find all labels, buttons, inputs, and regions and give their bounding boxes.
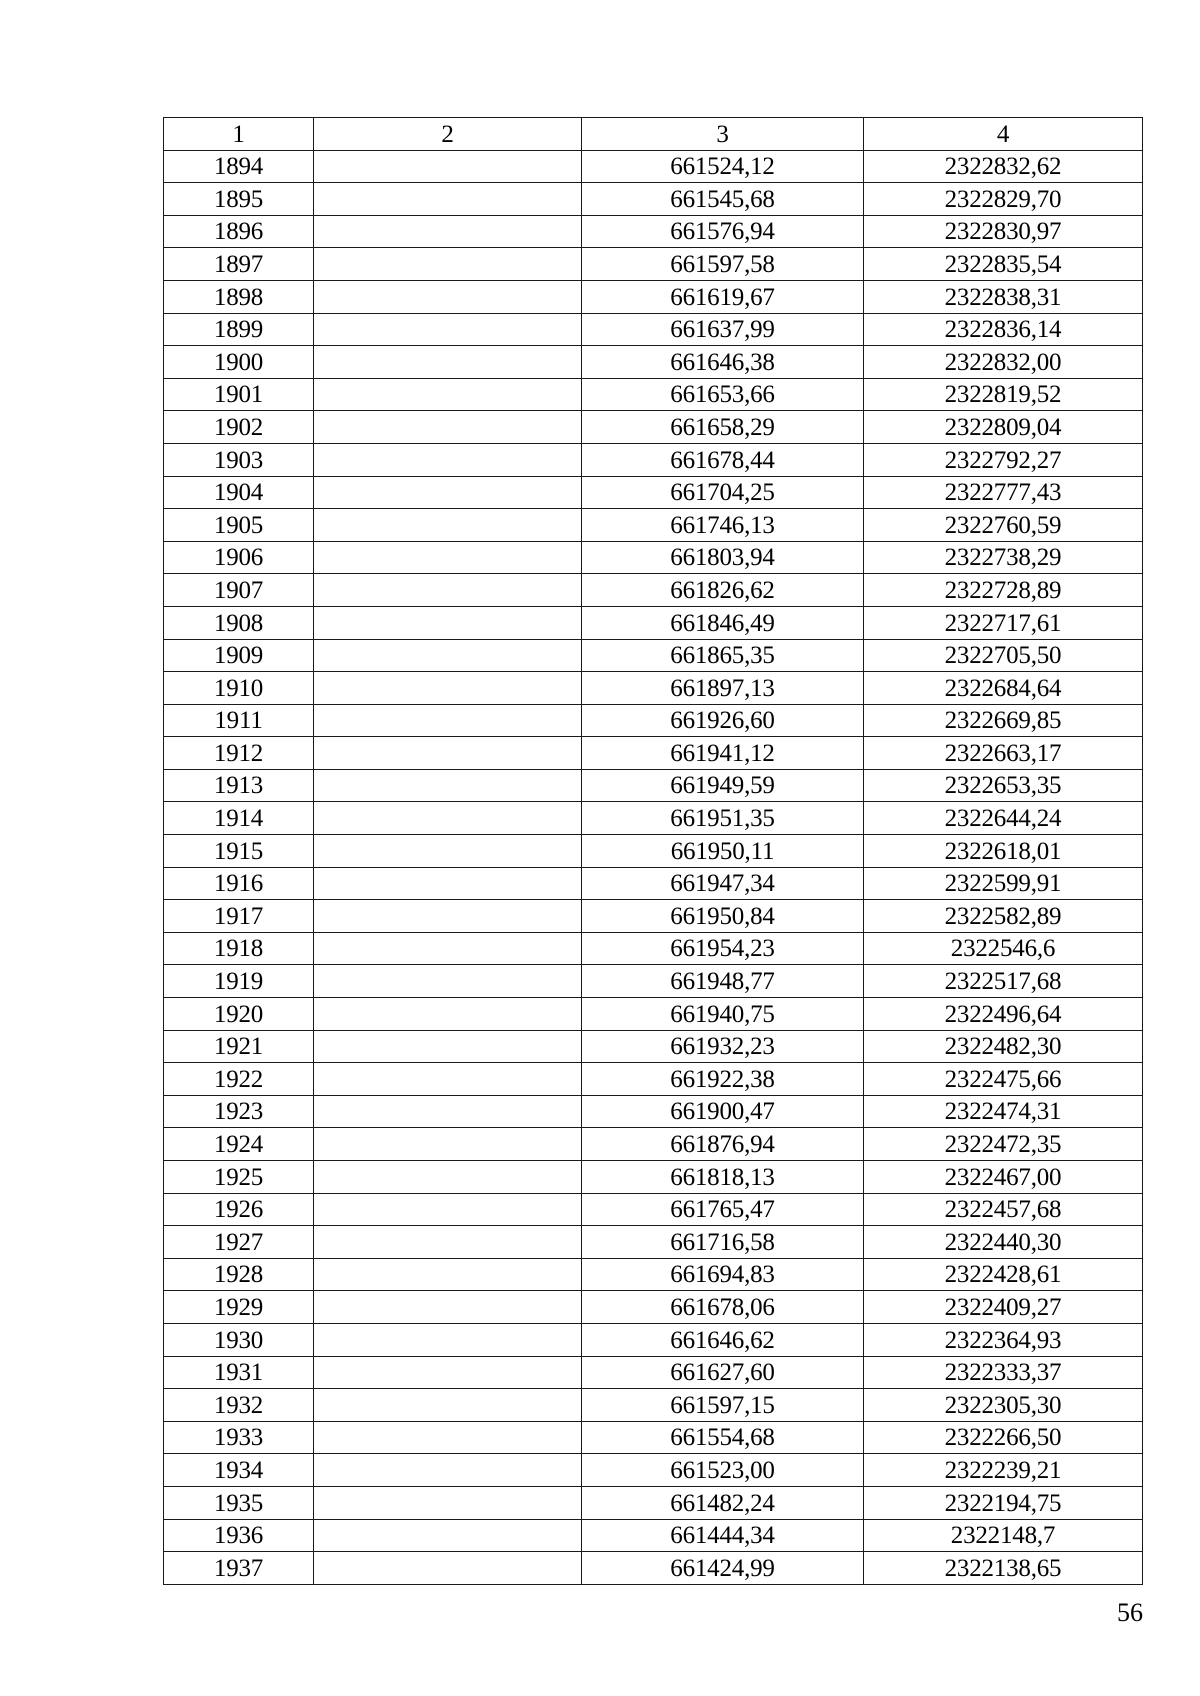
point-number-cell: 1912 [164, 737, 314, 770]
x-coordinate-cell: 661940,75 [582, 998, 864, 1031]
y-coordinate-cell: 2322663,17 [864, 737, 1143, 770]
table-row [164, 835, 1143, 868]
y-coordinate-cell: 2322832,00 [864, 346, 1143, 379]
point-number-cell: 1928 [164, 1258, 314, 1291]
x-coordinate-cell: 661897,13 [582, 672, 864, 705]
x-coordinate-cell: 661746,13 [582, 509, 864, 542]
table-row [164, 606, 1143, 639]
table-row [164, 183, 1143, 216]
x-coordinate-cell: 661803,94 [582, 541, 864, 574]
y-coordinate-cell: 2322472,35 [864, 1128, 1143, 1161]
header-cell-2: 2 [314, 118, 582, 151]
blank-cell [314, 1421, 582, 1454]
blank-cell [314, 1128, 582, 1161]
x-coordinate-cell: 661941,12 [582, 737, 864, 770]
table-row [164, 900, 1143, 933]
table-row [164, 1128, 1143, 1161]
table-row [164, 1193, 1143, 1226]
y-coordinate-cell: 2322792,27 [864, 443, 1143, 476]
x-coordinate-cell: 661865,35 [582, 639, 864, 672]
point-number-cell: 1933 [164, 1421, 314, 1454]
table-row [164, 1095, 1143, 1128]
table-row [164, 802, 1143, 835]
y-coordinate-cell: 2322728,89 [864, 574, 1143, 607]
x-coordinate-cell: 661524,12 [582, 150, 864, 183]
x-coordinate-cell: 661949,59 [582, 769, 864, 802]
table-row [164, 574, 1143, 607]
y-coordinate-cell: 2322599,91 [864, 867, 1143, 900]
table-row [164, 1421, 1143, 1454]
table-row [164, 443, 1143, 476]
y-coordinate-cell: 2322148,7 [864, 1519, 1143, 1552]
y-coordinate-cell: 2322830,97 [864, 215, 1143, 248]
point-number-cell: 1907 [164, 574, 314, 607]
y-coordinate-cell: 2322409,27 [864, 1291, 1143, 1324]
table-row [164, 1258, 1143, 1291]
blank-cell [314, 1519, 582, 1552]
y-coordinate-cell: 2322138,65 [864, 1552, 1143, 1585]
y-coordinate-cell: 2322333,37 [864, 1356, 1143, 1389]
y-coordinate-cell: 2322582,89 [864, 900, 1143, 933]
point-number-cell: 1920 [164, 998, 314, 1031]
blank-cell [314, 280, 582, 313]
blank-cell [314, 248, 582, 281]
x-coordinate-cell: 661950,11 [582, 835, 864, 868]
x-coordinate-cell: 661932,23 [582, 1030, 864, 1063]
point-number-cell: 1909 [164, 639, 314, 672]
x-coordinate-cell: 661554,68 [582, 1421, 864, 1454]
y-coordinate-cell: 2322819,52 [864, 378, 1143, 411]
table-row [164, 476, 1143, 509]
x-coordinate-cell: 661619,67 [582, 280, 864, 313]
point-number-cell: 1930 [164, 1323, 314, 1356]
point-number-cell: 1929 [164, 1291, 314, 1324]
y-coordinate-cell: 2322440,30 [864, 1226, 1143, 1259]
table-row [164, 639, 1143, 672]
y-coordinate-cell: 2322239,21 [864, 1454, 1143, 1487]
x-coordinate-cell: 661954,23 [582, 932, 864, 965]
point-number-cell: 1897 [164, 248, 314, 281]
table-row [164, 248, 1143, 281]
x-coordinate-cell: 661523,00 [582, 1454, 864, 1487]
point-number-cell: 1914 [164, 802, 314, 835]
x-coordinate-cell: 661444,34 [582, 1519, 864, 1552]
blank-cell [314, 150, 582, 183]
y-coordinate-cell: 2322838,31 [864, 280, 1143, 313]
header-cell-x: 3 [582, 118, 864, 151]
table-row [164, 1063, 1143, 1096]
y-coordinate-cell: 2322496,64 [864, 998, 1143, 1031]
table-row [164, 1356, 1143, 1389]
point-number-cell: 1905 [164, 509, 314, 542]
blank-cell [314, 1030, 582, 1063]
point-number-cell: 1927 [164, 1226, 314, 1259]
table-row [164, 215, 1143, 248]
x-coordinate-cell: 661716,58 [582, 1226, 864, 1259]
y-coordinate-cell: 2322809,04 [864, 411, 1143, 444]
blank-cell [314, 1258, 582, 1291]
point-number-cell: 1923 [164, 1095, 314, 1128]
table-row [164, 1291, 1143, 1324]
table-row [164, 769, 1143, 802]
y-coordinate-cell: 2322738,29 [864, 541, 1143, 574]
blank-cell [314, 606, 582, 639]
x-coordinate-cell: 661678,44 [582, 443, 864, 476]
blank-cell [314, 183, 582, 216]
blank-cell [314, 900, 582, 933]
point-number-cell: 1898 [164, 280, 314, 313]
x-coordinate-cell: 661653,66 [582, 378, 864, 411]
y-coordinate-cell: 2322517,68 [864, 965, 1143, 998]
blank-cell [314, 541, 582, 574]
point-number-cell: 1910 [164, 672, 314, 705]
blank-cell [314, 346, 582, 379]
y-coordinate-cell: 2322364,93 [864, 1323, 1143, 1356]
table-row [164, 509, 1143, 542]
point-number-cell: 1903 [164, 443, 314, 476]
table-row [164, 1389, 1143, 1422]
x-coordinate-cell: 661948,77 [582, 965, 864, 998]
table-row [164, 932, 1143, 965]
y-coordinate-cell: 2322832,62 [864, 150, 1143, 183]
blank-cell [314, 737, 582, 770]
y-coordinate-cell: 2322705,50 [864, 639, 1143, 672]
blank-cell [314, 1193, 582, 1226]
table-row [164, 1552, 1143, 1585]
point-number-cell: 1913 [164, 769, 314, 802]
blank-cell [314, 411, 582, 444]
point-number-cell: 1894 [164, 150, 314, 183]
blank-cell [314, 1486, 582, 1519]
point-number-cell: 1916 [164, 867, 314, 900]
x-coordinate-cell: 661765,47 [582, 1193, 864, 1226]
table-header-row [164, 118, 1143, 151]
point-number-cell: 1932 [164, 1389, 314, 1422]
x-coordinate-cell: 661627,60 [582, 1356, 864, 1389]
table-row [164, 1226, 1143, 1259]
x-coordinate-cell: 661922,38 [582, 1063, 864, 1096]
x-coordinate-cell: 661646,38 [582, 346, 864, 379]
blank-cell [314, 378, 582, 411]
point-number-cell: 1902 [164, 411, 314, 444]
y-coordinate-cell: 2322474,31 [864, 1095, 1143, 1128]
y-coordinate-cell: 2322684,64 [864, 672, 1143, 705]
table-row [164, 737, 1143, 770]
x-coordinate-cell: 661576,94 [582, 215, 864, 248]
blank-cell [314, 574, 582, 607]
y-coordinate-cell: 2322482,30 [864, 1030, 1143, 1063]
y-coordinate-cell: 2322194,75 [864, 1486, 1143, 1519]
table-row [164, 378, 1143, 411]
y-coordinate-cell: 2322760,59 [864, 509, 1143, 542]
x-coordinate-cell: 661900,47 [582, 1095, 864, 1128]
blank-cell [314, 704, 582, 737]
table-row [164, 1519, 1143, 1552]
y-coordinate-cell: 2322717,61 [864, 606, 1143, 639]
header-cell-y: 4 [864, 118, 1143, 151]
point-number-cell: 1931 [164, 1356, 314, 1389]
table-row [164, 1161, 1143, 1194]
x-coordinate-cell: 661818,13 [582, 1161, 864, 1194]
blank-cell [314, 998, 582, 1031]
x-coordinate-cell: 661926,60 [582, 704, 864, 737]
x-coordinate-cell: 661950,84 [582, 900, 864, 933]
x-coordinate-cell: 661846,49 [582, 606, 864, 639]
y-coordinate-cell: 2322467,00 [864, 1161, 1143, 1194]
blank-cell [314, 835, 582, 868]
blank-cell [314, 1356, 582, 1389]
point-number-cell: 1896 [164, 215, 314, 248]
header-cell-point-number: 1 [164, 118, 314, 151]
blank-cell [314, 932, 582, 965]
blank-cell [314, 639, 582, 672]
blank-cell [314, 1323, 582, 1356]
blank-cell [314, 672, 582, 705]
coordinates-table [163, 117, 1143, 1585]
x-coordinate-cell: 661678,06 [582, 1291, 864, 1324]
blank-cell [314, 313, 582, 346]
blank-cell [314, 802, 582, 835]
x-coordinate-cell: 661826,62 [582, 574, 864, 607]
table-row [164, 411, 1143, 444]
blank-cell [314, 1552, 582, 1585]
blank-cell [314, 1454, 582, 1487]
y-coordinate-cell: 2322618,01 [864, 835, 1143, 868]
x-coordinate-cell: 661482,24 [582, 1486, 864, 1519]
point-number-cell: 1934 [164, 1454, 314, 1487]
blank-cell [314, 867, 582, 900]
table-row [164, 672, 1143, 705]
x-coordinate-cell: 661646,62 [582, 1323, 864, 1356]
table-row [164, 1454, 1143, 1487]
point-number-cell: 1926 [164, 1193, 314, 1226]
point-number-cell: 1895 [164, 183, 314, 216]
table-row [164, 346, 1143, 379]
blank-cell [314, 443, 582, 476]
point-number-cell: 1936 [164, 1519, 314, 1552]
table-row [164, 998, 1143, 1031]
point-number-cell: 1917 [164, 900, 314, 933]
y-coordinate-cell: 2322546,6 [864, 932, 1143, 965]
blank-cell [314, 1389, 582, 1422]
table-row [164, 1030, 1143, 1063]
x-coordinate-cell: 661694,83 [582, 1258, 864, 1291]
x-coordinate-cell: 661951,35 [582, 802, 864, 835]
table-row [164, 704, 1143, 737]
x-coordinate-cell: 661597,58 [582, 248, 864, 281]
point-number-cell: 1935 [164, 1486, 314, 1519]
blank-cell [314, 1291, 582, 1324]
point-number-cell: 1937 [164, 1552, 314, 1585]
x-coordinate-cell: 661658,29 [582, 411, 864, 444]
blank-cell [314, 1063, 582, 1096]
y-coordinate-cell: 2322835,54 [864, 248, 1143, 281]
y-coordinate-cell: 2322305,30 [864, 1389, 1143, 1422]
x-coordinate-cell: 661947,34 [582, 867, 864, 900]
page-number: 56 [1117, 1598, 1143, 1627]
blank-cell [314, 1095, 582, 1128]
point-number-cell: 1904 [164, 476, 314, 509]
x-coordinate-cell: 661597,15 [582, 1389, 864, 1422]
blank-cell [314, 509, 582, 542]
x-coordinate-cell: 661424,99 [582, 1552, 864, 1585]
point-number-cell: 1906 [164, 541, 314, 574]
blank-cell [314, 965, 582, 998]
point-number-cell: 1911 [164, 704, 314, 737]
x-coordinate-cell: 661637,99 [582, 313, 864, 346]
table-row [164, 965, 1143, 998]
point-number-cell: 1924 [164, 1128, 314, 1161]
blank-cell [314, 476, 582, 509]
y-coordinate-cell: 2322457,68 [864, 1193, 1143, 1226]
point-number-cell: 1921 [164, 1030, 314, 1063]
blank-cell [314, 1226, 582, 1259]
point-number-cell: 1925 [164, 1161, 314, 1194]
table-body [164, 118, 1143, 1585]
y-coordinate-cell: 2322836,14 [864, 313, 1143, 346]
table-row [164, 867, 1143, 900]
table-row [164, 280, 1143, 313]
y-coordinate-cell: 2322669,85 [864, 704, 1143, 737]
point-number-cell: 1919 [164, 965, 314, 998]
blank-cell [314, 215, 582, 248]
table-row [164, 1323, 1143, 1356]
y-coordinate-cell: 2322428,61 [864, 1258, 1143, 1291]
point-number-cell: 1901 [164, 378, 314, 411]
point-number-cell: 1899 [164, 313, 314, 346]
point-number-cell: 1908 [164, 606, 314, 639]
table-row [164, 150, 1143, 183]
y-coordinate-cell: 2322475,66 [864, 1063, 1143, 1096]
point-number-cell: 1915 [164, 835, 314, 868]
table-row [164, 313, 1143, 346]
y-coordinate-cell: 2322653,35 [864, 769, 1143, 802]
y-coordinate-cell: 2322829,70 [864, 183, 1143, 216]
y-coordinate-cell: 2322777,43 [864, 476, 1143, 509]
x-coordinate-cell: 661545,68 [582, 183, 864, 216]
y-coordinate-cell: 2322266,50 [864, 1421, 1143, 1454]
x-coordinate-cell: 661704,25 [582, 476, 864, 509]
blank-cell [314, 1161, 582, 1194]
point-number-cell: 1922 [164, 1063, 314, 1096]
point-number-cell: 1918 [164, 932, 314, 965]
x-coordinate-cell: 661876,94 [582, 1128, 864, 1161]
blank-cell [314, 769, 582, 802]
table-row [164, 541, 1143, 574]
point-number-cell: 1900 [164, 346, 314, 379]
y-coordinate-cell: 2322644,24 [864, 802, 1143, 835]
table-row [164, 1486, 1143, 1519]
